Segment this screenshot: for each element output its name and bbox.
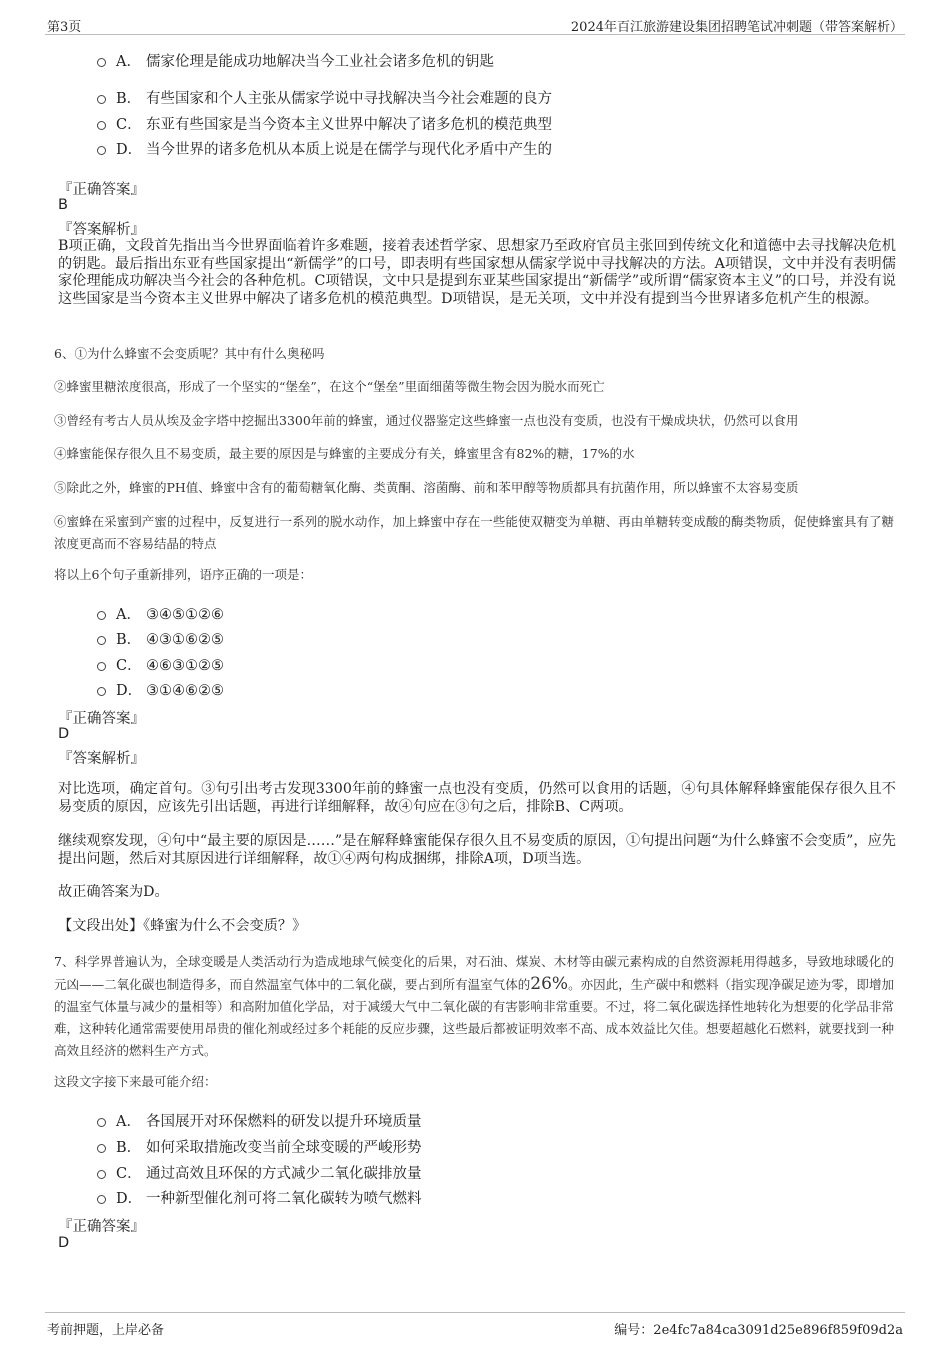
- q6-option-a[interactable]: A． ③④⑤①②⑥: [97, 603, 224, 624]
- radio-icon[interactable]: [97, 121, 106, 130]
- q6-prompt: 将以上6个句子重新排列，语序正确的一项是：: [54, 567, 312, 582]
- q5-option-c[interactable]: C． 东亚有些国家是当今资本主义世界中解决了诸多危机的模范典型: [97, 113, 552, 134]
- q7-percent: 26%: [530, 974, 569, 994]
- q5-option-a[interactable]: A． 儒家伦理是能成功地解决当今工业社会诸多危机的钥匙: [97, 50, 494, 71]
- q6-source: 【文段出处】《蜂蜜为什么不会变质？》: [58, 918, 307, 934]
- document-id: 编号：2e4fc7a84ca3091d25e896f859f09d2a: [614, 1323, 903, 1338]
- q5-answer-label: 『正确答案』: [58, 182, 145, 198]
- q6-option-b[interactable]: B． ④③①⑥②⑤: [97, 628, 224, 649]
- q6-answer-label: 『正确答案』: [58, 711, 145, 727]
- radio-icon[interactable]: [97, 95, 106, 104]
- q7-option-c[interactable]: C． 通过高效且环保的方式减少二氧化碳排放量: [97, 1162, 422, 1183]
- radio-icon[interactable]: [97, 687, 106, 696]
- page-number: 第3页: [47, 20, 82, 35]
- q7-passage: 7、科学界普遍认为，全球变暖是人类活动行为造成地球气候变化的后果，对石油、煤炭、木材等由碳元素构成的自然资源耗用得越多，导致地球暖化的元凶——二氧化碳也制造得多，而自然温室气体中的二氧化碳，要占到所有温室气体的26%。亦因此，生产碳中和燃料（指实现净碳足迹为零，即增加的温室气体量与减少的量相等）和高附加值化学品，对于减缓大气中二氧化碳的有害影响非常重要。不过，将二氧化碳选择性地转化为想要的化学品非常难，这种转化通常需要使用昂贵的催化剂或经过多个耗能的反应步骤，这些最后都被证明效率不高、成本效益比欠佳。想要超越化石燃料，就要找到一种高效且经济的燃料生产方式。: [54, 954, 894, 1058]
- q7-answer-label: 『正确答案』: [58, 1219, 145, 1235]
- q6-analysis-p3: 故正确答案为D。: [58, 884, 169, 900]
- radio-icon[interactable]: [97, 58, 106, 67]
- q7-answer: D: [58, 1235, 70, 1251]
- q6-sentence-6: ⑥蜜蜂在采蜜到产蜜的过程中，反复进行一系列的脱水动作，加上蜂蜜中存在一些能使双糖变为单糖、再由单糖转变成酸的酶类物质，促使蜂蜜具有了糖浓度更高而不容易结晶的特点: [54, 514, 894, 551]
- q6-sentence-4: ④蜂蜜能保存很久且不易变质，最主要的原因是与蜂蜜的主要成分有关，蜂蜜里含有82%的糖，17%的水: [54, 446, 635, 461]
- radio-icon[interactable]: [97, 1195, 106, 1204]
- radio-icon[interactable]: [97, 611, 106, 620]
- q6-sentence-3: ③曾经有考古人员从埃及金字塔中挖掘出3300年前的蜂蜜，通过仪器鉴定这些蜂蜜一点也没有变质，也没有干燥成块状，仍然可以食用: [54, 413, 799, 428]
- q7-option-b[interactable]: B． 如何采取措施改变当前全球变暖的严峻形势: [97, 1136, 422, 1157]
- q5-analysis: B项正确，文段首先指出当今世界面临着许多难题，接着表述哲学家、思想家乃至政府官员主张回到传统文化和道德中去寻找解决危机的钥匙。最后指出东亚有些国家提出“新儒学”的口号，即表明有些国家想从儒家学说中寻找解决的方法。A项错误，文中并没有表明儒家伦理能成功解决当今社会的各种危机。C项错误，文中只是提到东亚某些国家提出“新儒学”或所谓“儒家资本主义”的口号，并没有说这些国家是当今资本主义世界中解决了诸多危机的模范典型。D项错误，是无关项，文中并没有提到当今世界诸多危机产生的根源。: [58, 238, 896, 307]
- q6-analysis-p2: 继续观察发现，④句中“最主要的原因是……”是在解释蜂蜜能保存很久且不易变质的原因，①句提出问题“为什么蜂蜜不会变质”，应先提出问题，然后对其原因进行详细解释，故①④两句构成捆绑，排除A项，D项当选。: [58, 833, 896, 867]
- radio-icon[interactable]: [97, 1144, 106, 1153]
- q6-sentence-2: ②蜂蜜里糖浓度很高，形成了一个坚实的“堡垒”，在这个“堡垒”里面细菌等微生物会因为脱水而死亡: [54, 379, 605, 394]
- q5-option-b[interactable]: B． 有些国家和个人主张从儒家学说中寻找解决当今社会难题的良方: [97, 87, 552, 108]
- document-title: 2024年百江旅游建设集团招聘笔试冲刺题（带答案解析）: [570, 20, 903, 35]
- q6-sentence-5: ⑤除此之外，蜂蜜的PH值、蜂蜜中含有的葡萄糖氧化酶、类黄酮、溶菌酶、前和苯甲醇等物质都具有抗菌作用，所以蜂蜜不太容易变质: [54, 480, 799, 495]
- q5-answer: B: [58, 197, 68, 213]
- q7-option-d[interactable]: D． 一种新型催化剂可将二氧化碳转为喷气燃料: [97, 1187, 422, 1208]
- q6-answer: D: [58, 726, 70, 742]
- radio-icon[interactable]: [97, 662, 106, 671]
- q7-prompt: 这段文字接下来最可能介绍：: [54, 1074, 217, 1089]
- q6-sentence-1: 6、①为什么蜂蜜不会变质呢？其中有什么奥秘吗: [54, 346, 325, 361]
- q6-option-c[interactable]: C． ④⑥③①②⑤: [97, 654, 224, 675]
- q6-analysis-label: 『答案解析』: [58, 751, 145, 767]
- q7-option-a[interactable]: A． 各国展开对环保燃料的研发以提升环境质量: [97, 1110, 422, 1131]
- page-footer: [45, 1312, 905, 1339]
- radio-icon[interactable]: [97, 1170, 106, 1179]
- q5-option-d[interactable]: D． 当今世界的诸多危机从本质上说是在儒学与现代化矛盾中产生的: [97, 138, 552, 159]
- q6-analysis-p1: 对比选项，确定首句。③句引出考古发现3300年前的蜂蜜一点也没有变质，仍然可以食用的话题，④句具体解释蜂蜜能保存很久且不易变质的原因，应该先引出话题，再进行详细解释，故④句应在③句之后，排除B、C两项。: [58, 781, 896, 815]
- q5-analysis-label: 『答案解析』: [58, 222, 145, 238]
- radio-icon[interactable]: [97, 1118, 106, 1127]
- page-header: [45, 12, 905, 35]
- footer-slogan: 考前押题，上岸必备: [47, 1323, 165, 1338]
- radio-icon[interactable]: [97, 146, 106, 155]
- q6-option-d[interactable]: D． ③①④⑥②⑤: [97, 679, 224, 700]
- radio-icon[interactable]: [97, 636, 106, 645]
